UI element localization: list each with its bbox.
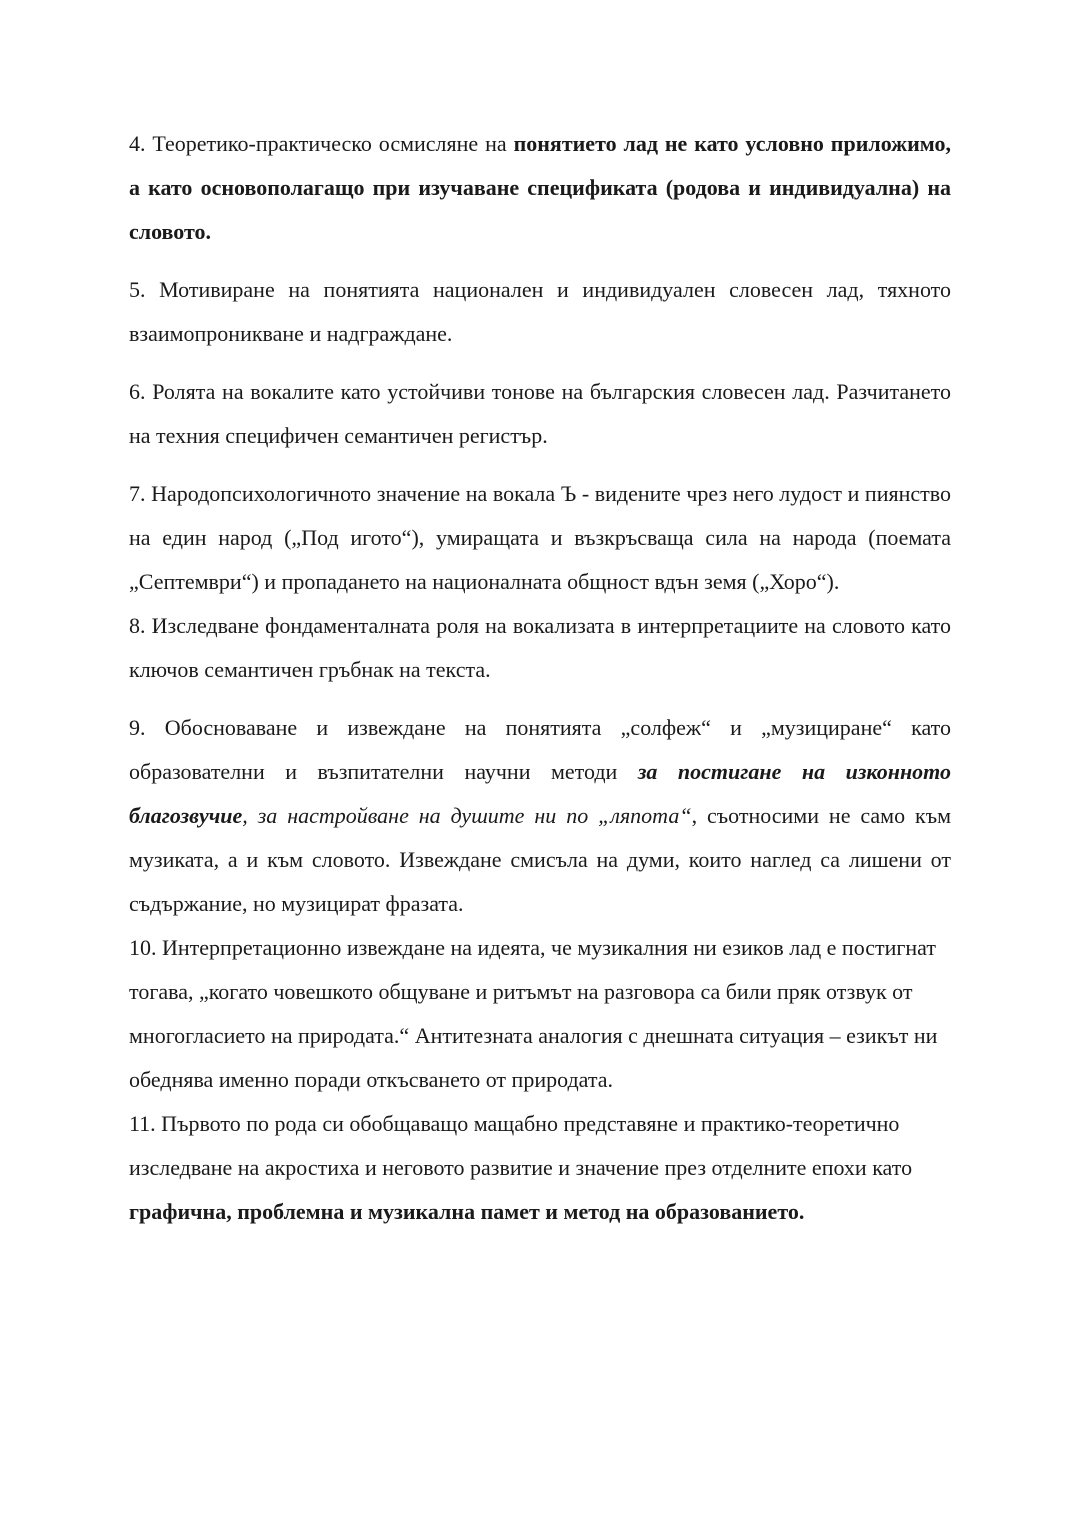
paragraph-9 [129,706,951,926]
paragraph-4-text: 4. Теоретико-практическо осмисляне на [129,131,514,156]
paragraph-10-text: 10. Интерпретационно извеждане на идеята, че музикалния ни езиков лад е постигнат тогава, „когато човешкото общуване и ритъмът на разговора са били пряк отзвук от многогласието на природата.“ Антитезната аналогия с днешната ситуация – езикът ни обеднява именно поради откъсването от природата. [129,935,938,1092]
paragraph-11-bold-text: графична, проблемна и музикална памет и метод на образованието. [129,1199,805,1224]
paragraph-4 [129,122,951,254]
paragraph-4-bold-text: понятието лад не като условно приложимо, а като основополагащо при изучаване спецификата (родова и индивидуална) на словото. [129,131,951,244]
paragraph-8 [129,604,951,692]
paragraph-7-text: 7. Народопсихологичното значение на вокала Ъ - видените чрез него лудост и пиянство на един народ („Под игото“), умиращата и възкръсваща сила на народа (поемата „Септември“) и пропадането на националната общност вдън земя („Хоро“). [129,481,951,594]
paragraph-9-text: 9. Обосноваване и извеждане на понятията „солфеж“ и „музициране“ като образователни и възпитателни научни методи [129,715,951,784]
paragraph-11-text: 11. Първото по рода си обобщаващо мащабно представяне и практико-теоретично изследване на акростиха и неговото развитие и значение през отделните епохи като [129,1111,913,1180]
paragraph-10 [129,926,951,1102]
paragraph-7 [129,472,951,604]
paragraph-6-text: 6. Ролята на вокалите като устойчиви тонове на българския словесен лад. Разчитането на техния специфичен семантичен регистър. [129,379,951,448]
paragraph-9-tail-text: , съотносими не само към музиката, а и към словото. Извеждане смисъла на думи, които наглед са лишени от съдържание, но музицират фразата. [129,803,951,916]
document-page [129,122,951,1234]
paragraph-6 [129,370,951,458]
paragraph-5-text: 5. Мотивиране на понятията национален и индивидуален словесен лад, тяхното взаимопроникване и надграждане. [129,277,951,346]
paragraph-5 [129,268,951,356]
paragraph-8-text: 8. Изследване фондаменталната роля на вокализата в интерпретациите на словото като ключов семантичен гръбнак на текста. [129,613,951,682]
paragraph-9-italic-text: , за настройване на душите ни по „ляпота“ [242,803,692,828]
paragraph-9-bold-italic-text: за постигане на изконното благозвучие [129,759,951,828]
paragraph-11 [129,1102,951,1234]
